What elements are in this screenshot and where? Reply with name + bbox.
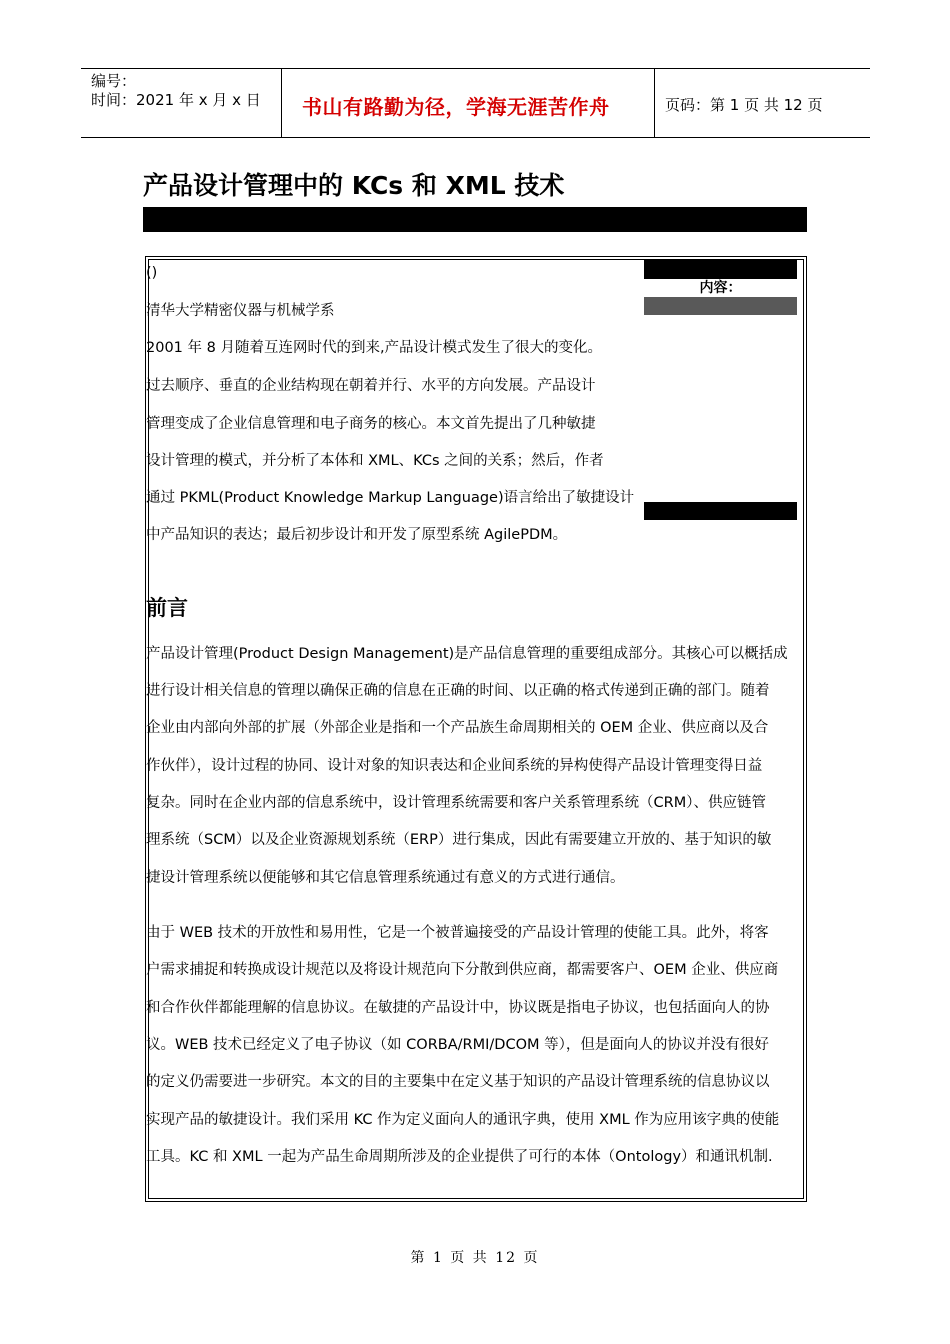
paragraph-line: 和合作伙伴都能理解的信息协议。在敏捷的产品设计中，协议既是指电子协议，也包括面向人的协 [146,1000,770,1016]
paragraph-line: 产品设计管理(Product Design Management)是产品信息管理的重要组成部分。其核心可以概括成 [146,646,788,662]
abstract-line: 2001 年 8 月随着互连网时代的到来,产品设计模式发生了很大的变化。 [146,340,603,356]
author-line: () [146,265,158,281]
paragraph-line: 进行设计相关信息的管理以确保正确的信息在正确的时间、以正确的格式传递到正确的部门。随着 [146,683,770,699]
paragraph-line: 作伙伴），设计过程的协同、设计对象的知识表达和企业间系统的异构使得产品设计管理变得日益 [146,758,763,774]
header-table [81,68,870,138]
title-underline-bar [143,207,807,232]
abstract-line: 设计管理的模式，并分析了本体和 XML、KCs 之间的关系；然后，作者 [146,453,604,469]
affiliation-line: 清华大学精密仪器与机械学系 [146,303,335,319]
paragraph-line: 户需求捕捉和转换成设计规范以及将设计规范向下分散到供应商，都需要客户、OEM 企业、供应商 [146,962,779,978]
paragraph-line: 复杂。同时在企业内部的信息系统中，设计管理系统需要和客户关系管理系统（CRM）、供应链管 [146,795,766,811]
abstract-line: 管理变成了企业信息管理和电子商务的核心。本文首先提出了几种敏捷 [146,416,596,432]
page-info: 页码：第 1 页 共 12 页 [665,96,823,114]
motto-text: 书山有路勤为径，学海无涯苦作舟 [302,95,610,119]
paragraph-line: 由于 WEB 技术的开放性和易用性，它是一个被普遍接受的产品设计管理的使能工具。此外，将客 [146,925,769,941]
section-heading-preface: 前言 [146,596,188,620]
paragraph-line: 理系统（SCM）以及企业资源规划系统（ERP）进行集成，因此有需要建立开放的、基于知识的敏 [146,832,772,848]
abstract-line: 通过 PKML(Product Knowledge Markup Language)语言给出了敏捷设计 [146,490,635,506]
paragraph-line: 工具。KC 和 XML 一起为产品生命周期所涉及的企业提供了可行的本体（Ontology）和通讯机制. [146,1149,773,1165]
header-page-cell [655,69,870,137]
sidebar-gray-bar [644,297,797,315]
abstract-line: 中产品知识的表达；最后初步设计和开发了原型系统 AgilePDM。 [146,527,568,543]
paragraph-line: 企业由内部向外部的扩展（外部企业是指和一个产品族生命周期相关的 OEM 企业、供应商以及合 [146,720,769,736]
abstract-line: 过去顺序、垂直的企业结构现在朝着并行、水平的方向发展。产品设计 [146,378,596,394]
paragraph-line: 捷设计管理系统以便能够和其它信息管理系统通过有意义的方式进行通信。 [146,870,625,886]
sidebar-header-bar [644,260,797,279]
paragraph-line: 的定义仍需要进一步研究。本文的目的主要集中在定义基于知识的产品设计管理系统的信息协议以 [146,1074,770,1090]
header-meta-cell [81,69,282,137]
paragraph-line: 实现产品的敏捷设计。我们采用 KC 作为定义面向人的通讯字典，使用 XML 作为应用该字典的使能 [146,1112,780,1128]
sidebar-footer-bar [644,502,797,520]
document-date: 时间：2021 年 x 月 x 日 [91,91,261,109]
header-motto-cell [282,69,655,137]
paragraph-line: 议。WEB 技术已经定义了电子协议（如 CORBA/RMI/DCOM 等），但是面向人的协议并没有很好 [146,1037,769,1053]
sidebar-contents-label: 内容： [699,280,742,296]
document-number-label: 编号： [91,72,137,90]
page-footer: 第 1 页 共 12 页 [410,1250,540,1266]
document-title: 产品设计管理中的 KCs 和 XML 技术 [143,171,565,200]
